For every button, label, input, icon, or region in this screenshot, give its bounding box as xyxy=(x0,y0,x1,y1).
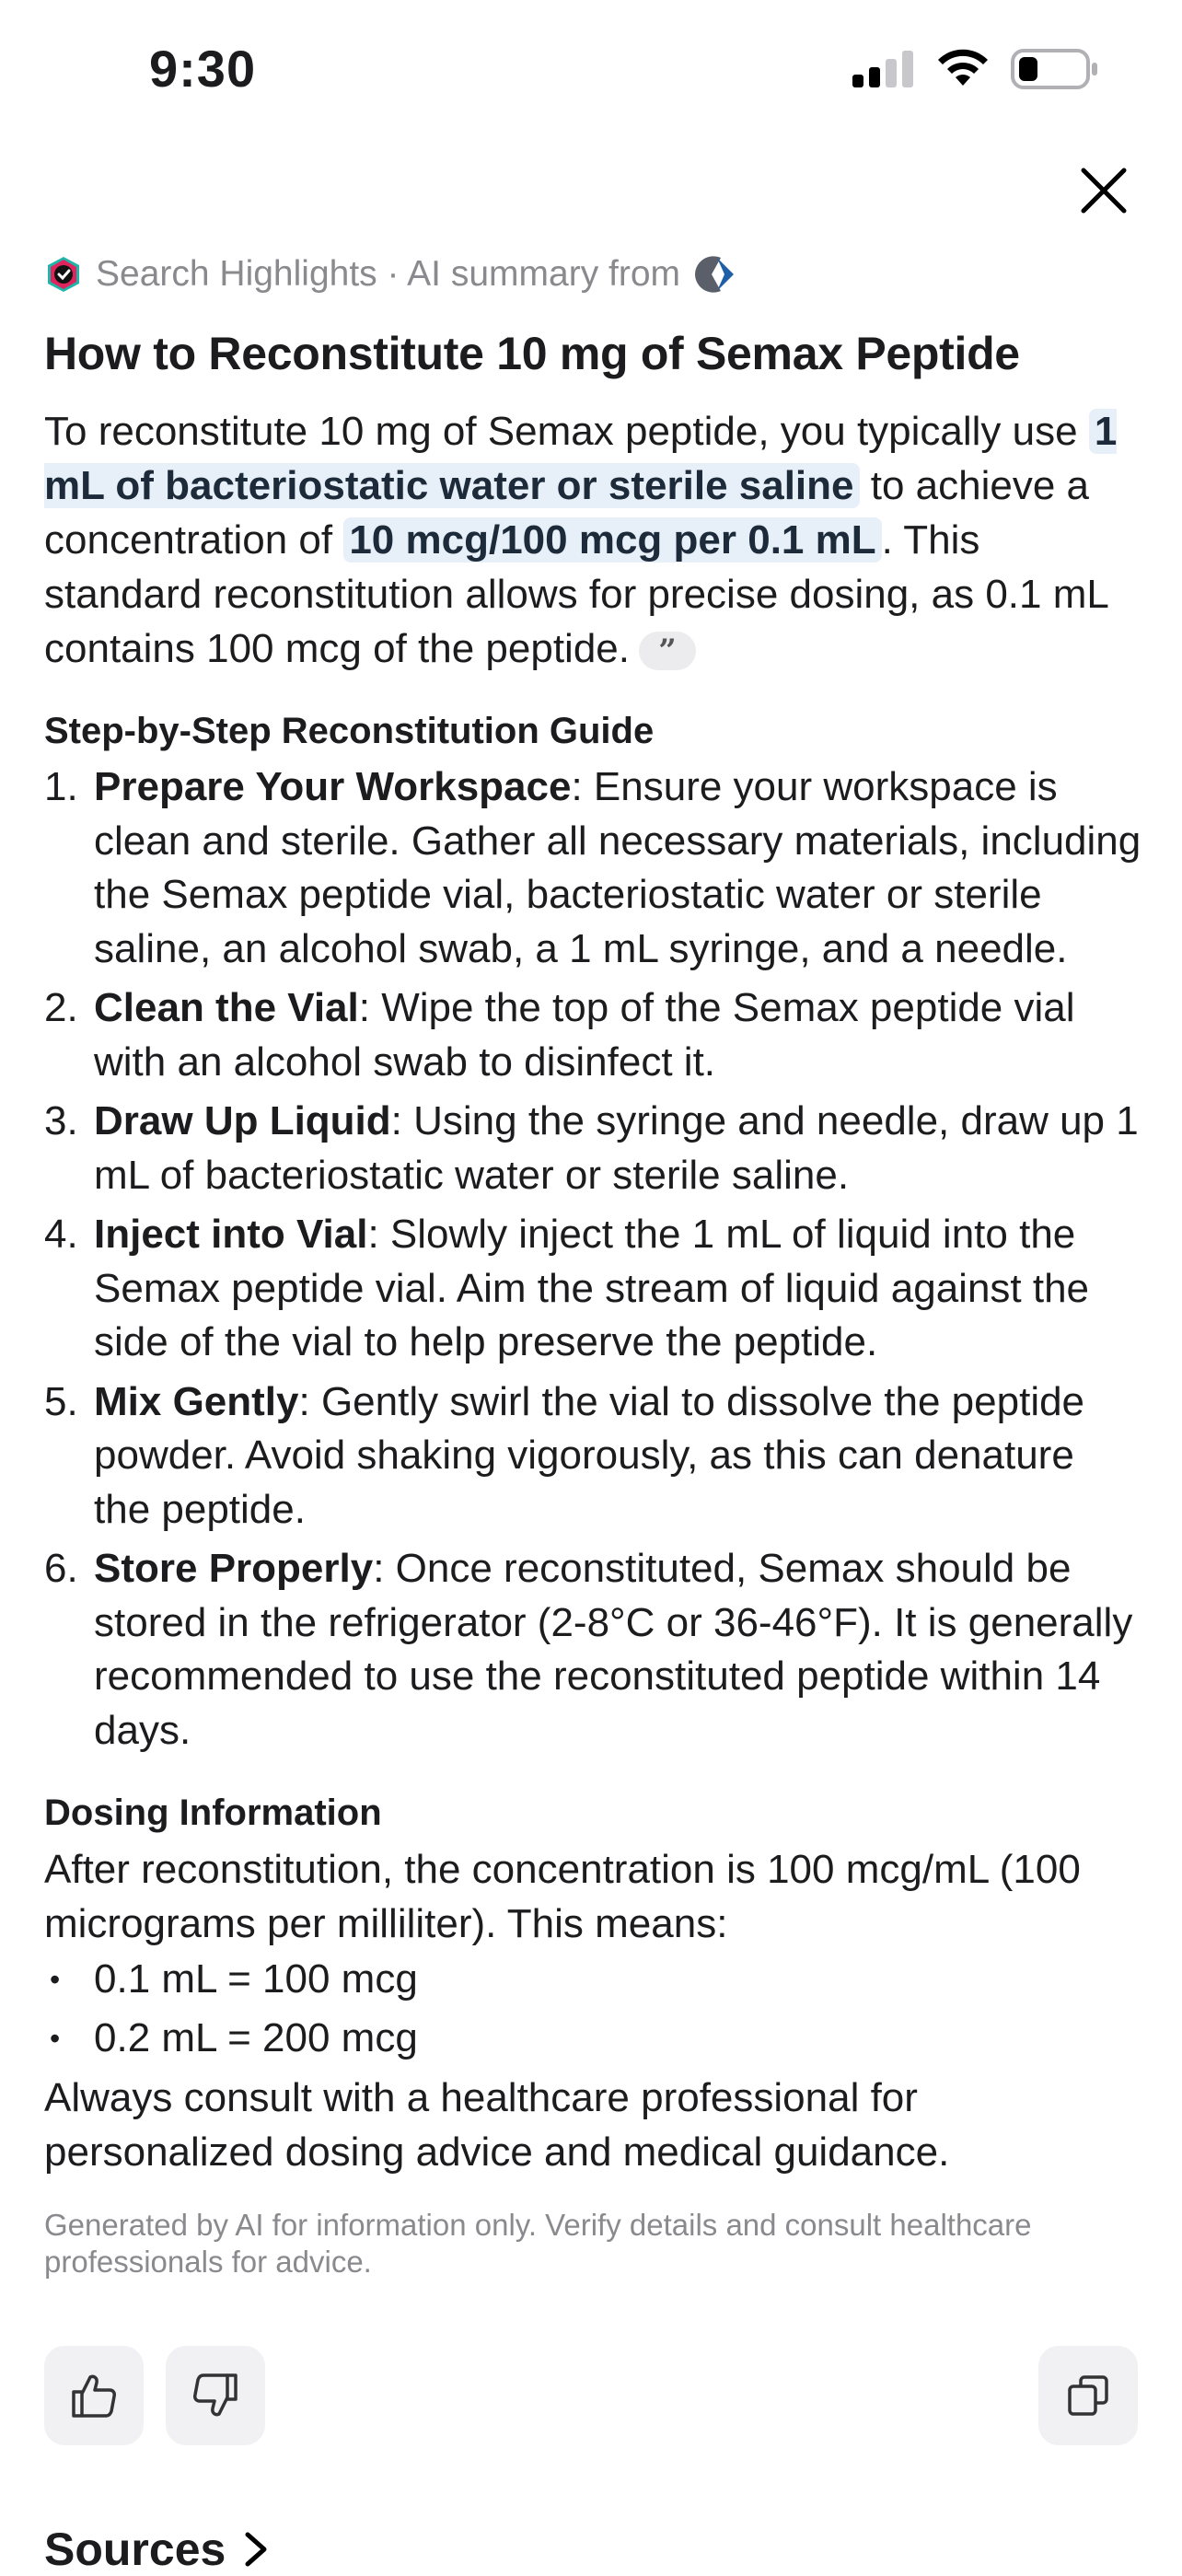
copy-icon xyxy=(1064,2372,1112,2419)
step-item xyxy=(44,981,1141,1089)
step-number: 1. xyxy=(44,764,78,809)
sources-label: Sources xyxy=(44,2524,226,2575)
search-highlights-badge-icon xyxy=(44,255,83,294)
cellular-signal-icon xyxy=(852,51,915,87)
step-text: : Once reconstituted, Semax should be stored in the refrigerator (2-8°C or 36-46°F). It is generally recommended to use the reconstituted peptide within 14 days. xyxy=(94,1546,1133,1753)
step-title: Prepare Your Workspace xyxy=(94,764,572,809)
source-line xyxy=(44,247,1141,302)
close-button[interactable] xyxy=(1072,158,1136,223)
step-number: 4. xyxy=(44,1212,78,1257)
ai-provider-logo-icon xyxy=(693,254,739,295)
thumbs-up-icon xyxy=(68,2370,120,2421)
highlight-concentration[interactable]: 10 mcg/100 mcg per 0.1 mL xyxy=(343,517,881,563)
thumbs-down-icon xyxy=(190,2370,241,2421)
intro-text-3: . This standard reconstitution allows for precise dosing, as 0.1 mL contains 100 mcg of the peptide. xyxy=(44,517,1108,671)
step-title: Store Properly xyxy=(94,1546,374,1591)
step-item xyxy=(44,760,1141,976)
dosing-text: 0.2 mL = 200 mcg xyxy=(94,2015,418,2060)
dosing-item xyxy=(44,2012,1141,2065)
step-text: : Ensure your workspace is clean and sterile. Gather all necessary materials, including the Semax peptide vial, bacteriostatic water or sterile saline, an alcohol swab, a 1 mL syringe, and a needle. xyxy=(94,764,1141,971)
step-number: 3. xyxy=(44,1098,78,1143)
citation-button[interactable]: ” xyxy=(639,632,696,670)
ai-summary-content xyxy=(44,247,1141,2280)
highlight-water-volume[interactable]: 1 mL of bacteriostatic water or sterile saline xyxy=(44,409,1118,508)
chevron-right-icon xyxy=(242,2529,270,2570)
step-text: : Using the syringe and needle, draw up 1 mL of bacteriostatic water or sterile saline. xyxy=(94,1098,1139,1198)
dosing-item xyxy=(44,1953,1141,2006)
bullet: • xyxy=(50,1963,61,1996)
step-title: Draw Up Liquid xyxy=(94,1098,391,1143)
step-title: Inject into Vial xyxy=(94,1212,368,1257)
battery-icon xyxy=(1011,48,1099,90)
step-text: : Gently swirl the vial to dissolve the peptide powder. Avoid shaking vigorously, as this can denature the peptide. xyxy=(94,1378,1085,1532)
step-number: 6. xyxy=(44,1546,78,1591)
step-item xyxy=(44,1208,1141,1370)
status-bar xyxy=(0,0,1182,138)
step-text: : Slowly inject the 1 mL of liquid into the Semax peptide vial. Aim the stream of liquid against the side of the vial to help preserve the peptide. xyxy=(94,1212,1090,1364)
step-text: : Wipe the top of the Semax peptide vial with an alcohol swab to disinfect it. xyxy=(94,985,1075,1085)
closing-paragraph: Always consult with a healthcare professional for personalized dosing advice and medical guidance. xyxy=(44,2075,950,2175)
close-icon xyxy=(1080,167,1128,215)
step-item xyxy=(44,1095,1141,1202)
steps-list xyxy=(44,760,1141,1758)
step-title: Mix Gently xyxy=(94,1378,299,1424)
dosing-text: 0.1 mL = 100 mcg xyxy=(94,1956,418,2002)
intro-text-2: to achieve a concentration of xyxy=(44,463,1090,563)
dosing-heading: Dosing Information xyxy=(44,1793,382,1833)
dosing-intro: After reconstitution, the concentration is 100 mcg/mL (100 micrograms per milliliter). This means: xyxy=(44,1847,1081,1946)
intro-text-1: To reconstitute 10 mg of Semax peptide, you typically use xyxy=(44,409,1089,454)
status-icons xyxy=(852,48,1099,90)
thumbs-down-button[interactable] xyxy=(166,2346,265,2445)
guide-heading: Step-by-Step Reconstitution Guide xyxy=(44,711,655,751)
feedback-actions xyxy=(44,2346,1138,2447)
copy-button[interactable] xyxy=(1038,2346,1138,2445)
step-item xyxy=(44,1542,1141,1758)
ai-disclaimer: Generated by AI for information only. Verify details and consult healthcare professionals for advice. xyxy=(44,2208,1032,2279)
step-number: 2. xyxy=(44,985,78,1030)
step-number: 5. xyxy=(44,1378,78,1424)
step-item xyxy=(44,1375,1141,1537)
status-time: 9:30 xyxy=(149,40,257,98)
summary-title: How to Reconstitute 10 mg of Semax Peptide xyxy=(44,328,1020,379)
dosing-list xyxy=(44,1953,1141,2065)
step-title: Clean the Vial xyxy=(94,985,359,1030)
intro-paragraph xyxy=(44,404,1141,676)
bullet: • xyxy=(50,2022,61,2055)
wifi-icon xyxy=(935,49,991,89)
sources-link[interactable] xyxy=(44,2523,270,2576)
source-label: Search Highlights · AI summary from xyxy=(96,254,681,294)
thumbs-up-button[interactable] xyxy=(44,2346,144,2445)
